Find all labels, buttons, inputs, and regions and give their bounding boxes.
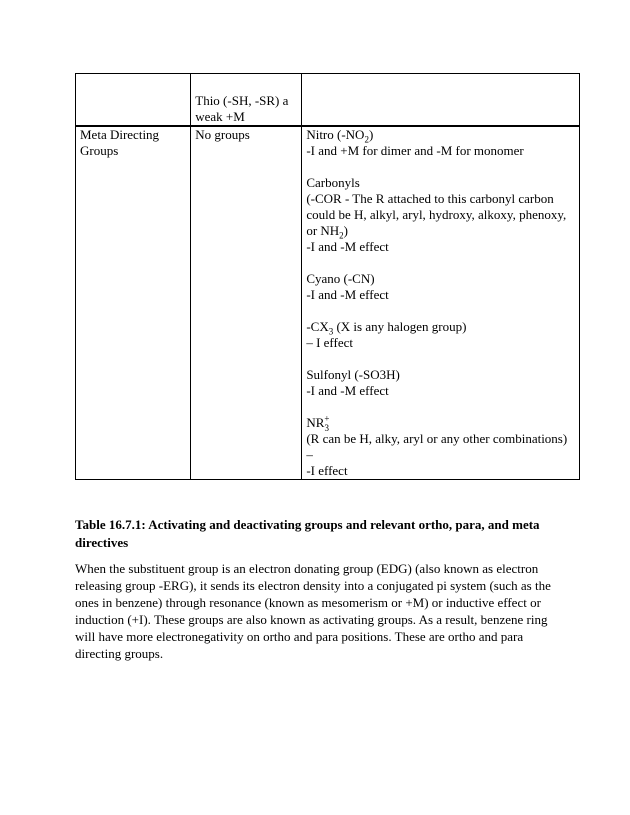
cyano-effect: -I and -M effect: [306, 287, 389, 302]
nitro-name: Nitro $(-NO_2)$: [306, 127, 374, 145]
table-cell-thio: Thio (-SH, -SR) a weak +M: [191, 74, 302, 127]
meta-directing-label: Meta Directing Groups: [76, 126, 191, 480]
table-cell: [76, 74, 191, 127]
table-caption: Table 16.7.1: Activating and deactivating groups and relevant ortho, para, and meta directives: [75, 517, 540, 550]
carbonyls-desc: (-COR - The R attached to this carbonyl carbon could be H, alkyl, aryl, hydroxy, alkoxy, phenoxy, or $NH_2$): [306, 191, 567, 241]
directing-groups-table: [75, 73, 580, 480]
meta-groups-list: [302, 126, 580, 480]
sulfonyl-effect: -I and -M effect: [306, 383, 389, 398]
nr3-effect: -I effect: [306, 463, 348, 478]
table-cell: [302, 74, 580, 127]
carbonyls-effect: -I and -M effect: [306, 239, 389, 254]
carbonyls-name: Carbonyls: [306, 175, 360, 190]
nr3-desc: (R can be H, alky, aryl or any other combinations) –: [306, 431, 568, 462]
nr3-name: $NR^+_3$: [306, 413, 330, 433]
body-paragraph: When the substituent group is an electron donating group (EDG) (also known as electron releasing group -ERG), it sends its electron density into a conjugated pi system (such as the ones in benzene) through resonance (known as mesomerism or +M) or inductive effect or induction (+I). These groups are also known as activating groups. As a result, benzene ring will have more electronegativity on ortho and para positions. These are ortho and para directing groups.: [75, 561, 551, 661]
table-row-meta: [76, 126, 580, 480]
cx3-effect: – I effect: [306, 335, 353, 350]
nitro-effect: -I and +M for dimer and -M for monomer: [306, 143, 524, 158]
table-row: [76, 74, 580, 127]
cx3-name: $-CX_3$ (X is any halogen group): [306, 319, 467, 337]
no-groups-cell: No groups: [191, 126, 302, 480]
cyano-name: Cyano (-CN): [306, 271, 375, 286]
sulfonyl-name: Sulfonyl (-SO3H): [306, 367, 400, 382]
